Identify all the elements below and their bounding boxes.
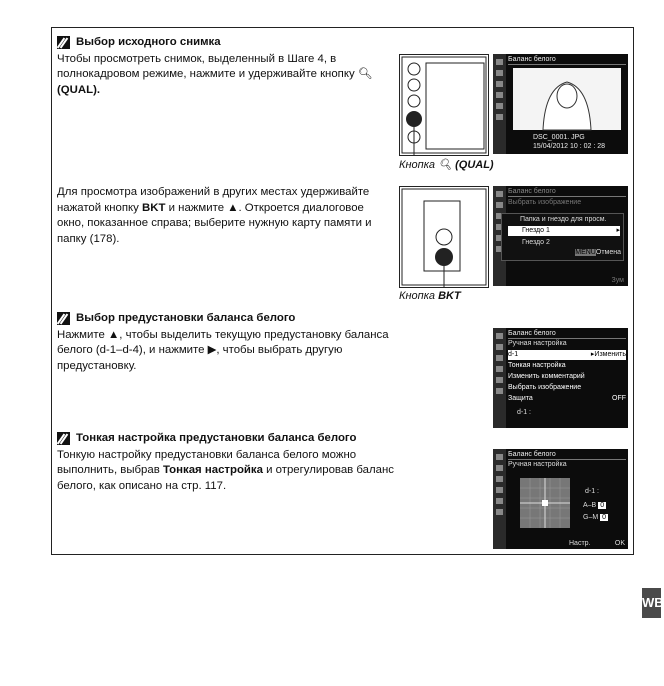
slot-2-option[interactable]: Гнездо 2	[522, 239, 550, 246]
slot-dialog: Папка и гнездо для просм. Гнездо 1 ▸ Гнездо 2 MENUОтмена	[501, 213, 624, 261]
content-box	[51, 27, 634, 555]
note-icon	[57, 432, 70, 445]
section-select-preset: Выбор предустановки баланса белого Нажмите ▲, чтобы выделить текущую предустановку баланса белого (d-1–d-4), и нажмите ▶, чтобы выбрать другую предустановку.	[57, 312, 389, 372]
camera-back-illustration	[399, 54, 489, 156]
gm-value[interactable]: 0	[602, 514, 607, 521]
qual-label: (QUAL).	[57, 83, 101, 96]
note-icon	[57, 36, 70, 49]
body-text: Чтобы просмотреть снимок, выделенный в Шаге 4, в полнокадровом режиме, нажмите и удерживайте кнопку	[57, 52, 355, 81]
camera-screen-slot-dialog: Баланс белого Выбрать изображение Папка и гнездо для просм. Гнездо 1 ▸ Гнездо 2 MENUОтмена Зум	[493, 186, 628, 286]
menu-sidebar	[493, 328, 506, 428]
ab-value[interactable]: 0	[600, 502, 605, 509]
menu-item[interactable]: Защита OFF	[508, 395, 626, 402]
wb-grid[interactable]	[515, 473, 575, 533]
camera-bkt-illustration	[399, 186, 489, 288]
menu-item[interactable]: Выбрать изображение	[508, 384, 582, 391]
camera-screen-playback: Баланс белого DSC_0001. JPG 15/04/2012 10 : 02 : 28	[493, 54, 628, 154]
menu-sidebar	[493, 449, 506, 549]
section-tab: WB	[642, 588, 661, 618]
camera-screen-preset: Баланс белого Ручная настройка d-1 ▸Изменить Тонкая настройка Изменить комментарий Выбрать изображение Защита OFF d-1 :	[493, 328, 628, 428]
menu-sidebar	[493, 54, 506, 154]
section-fine-tune: Тонкая настройка предустановки баланса белого Тонкую настройку предустановки баланса белого можно выполнить, выбрав Тонкая настройка и отрегулировав баланс белого, как описано на стр. 117.	[57, 432, 394, 492]
button-caption: Кнопка 🔍︎ (QUAL)	[399, 159, 494, 171]
section-other-locations: Для просмотра изображений в других местах удерживайте нажатой кнопку BKT и нажмите ▲. Откроется диалоговое окно, показанное справа; выберите нужную карту памяти и папку (178).	[57, 186, 372, 245]
screen-title: Баланс белого	[508, 55, 626, 65]
menu-item[interactable]: Изменить комментарий	[508, 373, 585, 380]
portrait-thumbnail	[513, 68, 621, 130]
note-icon	[57, 312, 70, 325]
section-select-source	[57, 35, 397, 98]
button-caption: Кнопка BKT	[399, 290, 461, 302]
menu-item[interactable]: Тонкая настройка	[508, 362, 566, 369]
camera-screen-fine-tune: Баланс белого Ручная настройка d-1 : A–B 0 G–M 0 Настр. OK	[493, 449, 628, 549]
section-title: Выбор исходного снимка	[76, 36, 221, 48]
slot-1-option[interactable]: Гнездо 1 ▸	[508, 226, 620, 236]
preset-row[interactable]: d-1 ▸Изменить	[508, 351, 626, 358]
cancel-label: MENUОтмена	[575, 249, 621, 256]
zoom-out-icon: 🔍︎	[357, 68, 373, 81]
